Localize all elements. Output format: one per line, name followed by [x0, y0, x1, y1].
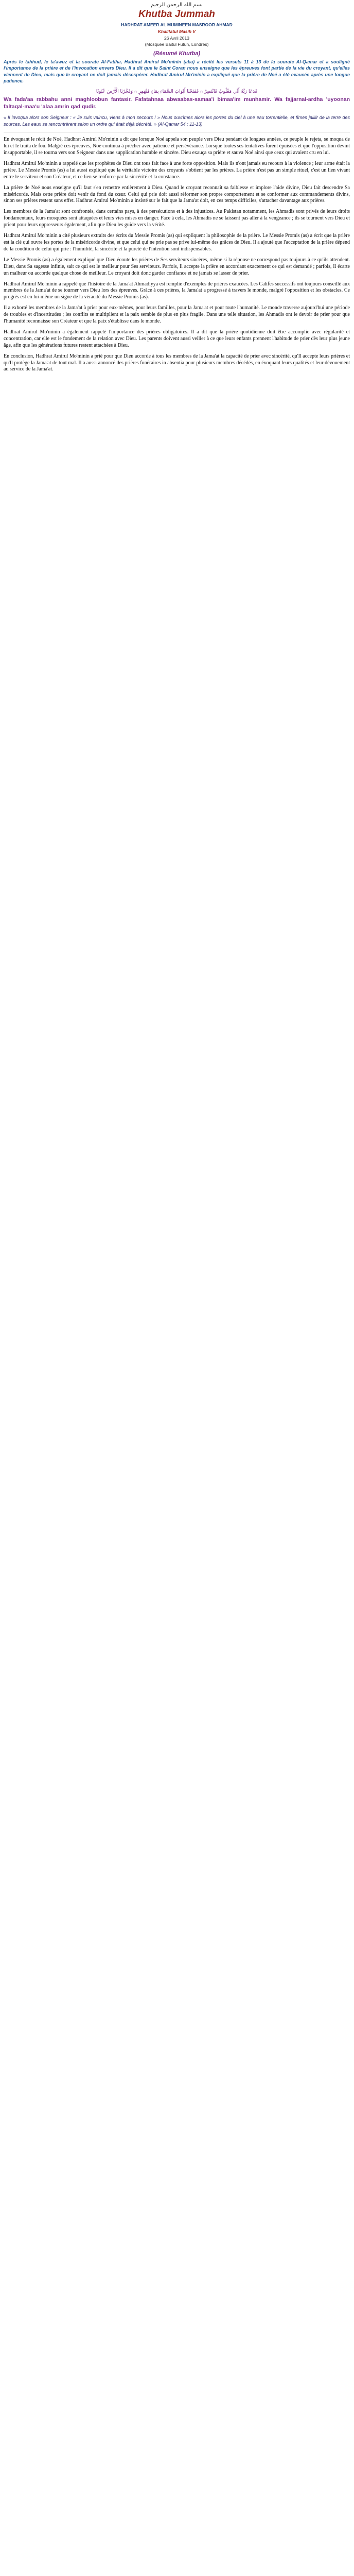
intro-paragraph: Après le tahhud, le ta'awuz et la sourate Al-Fatiha, Hadhrat Amirul Mo'minin (aba) a récité les versets 11 à 13 de la sourate Al-Qamar et a souligné l'importance de la prière et de l'invocation envers Dieu. Il a dit que le Saint Coran nous enseigne que les épreuves font partie de la vie du croyant, qu'elles viennent de Dieu, mais que le croyant ne doit jamais désespérer. Hadhrat Amirul Mo'minin a expliqué que la prière de Noé a été exaucée après une longue patience.: [4, 59, 350, 83]
page-header: [4, 0, 350, 57]
body-paragraph: Hadhrat Amirul Mo'minin a rappelé que les prophètes de Dieu ont tous fait face à une forte opposition. Mais ils n'ont jamais eu recours à la violence ; leur arme était la prière. Le Messie Promis (as) a lui aussi expliqué que la véritable victoire des croyants s'obtient par les prières. La prière n'est pas un simple rituel, c'est un lien vivant entre le serviteur et son Créateur, et ce lien se renforce par la sincérité et la constance.: [4, 160, 350, 180]
section-title: (Résumé Khutba): [153, 50, 201, 57]
sermon-body: [4, 137, 350, 377]
body-paragraph: Les membres de la Jama'at sont confrontés, dans certains pays, à des persécutions et à des injustices. Au Pakistan notamment, les Ahmadis sont privés de leurs droits fondamentaux, leurs mosquées sont attaquées et leurs vies mises en danger. Face à cela, les Ahmadis ne se laissent pas aller à la vengeance ; ils se tournent vers Dieu et prient pour leurs oppresseurs également, afin que Dieu les guide vers la vérité.: [4, 209, 350, 228]
body-paragraph: Le Messie Promis (as) a également expliqué que Dieu écoute les prières de Ses serviteurs sincères, même si la réponse ne correspond pas toujours à ce qu'ils attendent. Dieu, dans Sa sagesse infinie, sait ce qui est le meilleur pour Ses serviteurs. Parfois, Il accepte la prière en accordant exactement ce qui est demandé ; parfois, Il écarte un malheur ou accorde quelque chose de meilleur. Le croyant doit donc garder confiance et ne jamais se lasser de prier.: [4, 257, 350, 276]
page-title: Khutba Jummah: [138, 9, 215, 20]
arabic-verse: فَدَعَا رَبَّهُ أَنِّي مَغْلُوبٌ فَانْتَصِرْ ۞ فَفَتَحْنَا أَبْوَابَ السَّمَاءِ بِمَاءٍ مُنْهَمِرٍ ۞ وَفَجَّرْنَا الْأَرْضَ عُيُونًا: [96, 89, 258, 95]
calif-line: Khalifatul Masih V: [157, 29, 196, 34]
body-paragraph: En évoquant le récit de Noé, Hadhrat Amirul Mo'minin a dit que lorsque Noé appela son peuple vers Dieu pendant de longues années, ce peuple le rejeta, se moqua de lui et le traita de fou. Malgré ces épreuves, Noé continua à prêcher avec patience et persévérance. Lorsque toutes ses tentatives furent épuisées et que l'opposition devint insupportable, il se tourna vers son Seigneur dans une supplication humble et sincère. Dieu exauça sa prière et sauva Noé ainsi que ceux qui avaient cru en lui.: [4, 137, 350, 156]
bismillah: بسم الله الرحمن الرحيم: [151, 2, 203, 8]
body-paragraph: Hadhrat Amirul Mo'minin a rappelé que l'histoire de la Jama'at Ahmadiyya est remplie d'exemples de prières exaucées. Les Califes successifs ont toujours conseillé aux membres de la Jama'at de se tourner vers Dieu lors des épreuves. Grâce à ces prières, la Jama'at a progressé à travers le monde, malgré l'opposition et les obstacles. Ce progrès est en lui-même un signe de la véracité du Messie Promis (as).: [4, 281, 350, 300]
body-paragraph: La prière de Noé nous enseigne qu'il faut s'en remettre entièrement à Dieu. Quand le croyant reconnaît sa faiblesse et implore l'aide divine, Dieu fait descendre Sa miséricorde. Mais cette prière doit venir du fond du cœur. Celui qui prie doit aussi réformer son propre comportement et se conformer aux commandements divins, sinon ses prières restent sans effet. Hadhrat Amirul Mo'minin a insisté sur le fait que la Jama'at doit, en ces temps difficiles, s'attacher davantage aux prières.: [4, 184, 350, 204]
body-paragraph: Hadhrat Amirul Mo'minin a cité plusieurs extraits des écrits du Messie Promis (as) qui expliquent la philosophie de la prière. Le Messie Promis (as) a écrit que la prière est la clé qui ouvre les portes de la miséricorde divine, et que celui qui ne prie pas se prive lui-même des grâces de Dieu. Il a ajouté que l'acceptation de la prière dépend de la condition de celui qui prie : l'humilité, la sincérité et la pureté de l'intention sont indispensables.: [4, 233, 350, 252]
organization-line: HADHRAT AMEER AL MUMINEEN MASROOR AHMAD: [121, 22, 233, 27]
verse-transliteration: Wa fada'aa rabbahu anni maghloobun fantasir. Fafatahnaa abwaabas-samaa'i bimaa'im munhamir. Wa fajjarnal-ardha 'uyoonan faltaqal-maa'u 'alaa amrin qad qudir.: [4, 96, 350, 110]
body-paragraph: Il a exhorté les membres de la Jama'at à prier pour eux-mêmes, pour leurs familles, pour la Jama'at et pour toute l'humanité. Le monde traverse aujourd'hui une période de troubles et d'incertitudes ; les conflits se multiplient et la paix semble de plus en plus fragile. Dans une telle situation, les Ahmadis ont le devoir de prier pour que l'humanité reconnaisse son Créateur et que la paix s'établisse dans le monde.: [4, 305, 350, 325]
body-paragraph: En conclusion, Hadhrat Amirul Mo'minin a prié pour que Dieu accorde à tous les membres de la Jama'at la capacité de prier avec sincérité, qu'Il accepte leurs prières et qu'Il protège la Jama'at de tout mal. Il a aussi annoncé des prières funéraires in absentia pour plusieurs membres décédés, en évoquant leurs qualités et leur dévouement au service de la Jama'at.: [4, 353, 350, 372]
verse-translation: « Il invoqua alors son Seigneur : « Je suis vaincu, viens à mon secours ! » Nous ouvrîmes alors les portes du ciel à une eau torrentielle, et fîmes jaillir de la terre des sources. Les eaux se rencontrèrent selon un ordre qui était déjà décrété. » (Al-Qamar 54 : 11-13): [4, 115, 350, 127]
location-line: (Mosquée Baitul Futuh, Londres): [145, 42, 209, 47]
date-line: 26 Avril 2013: [164, 36, 189, 41]
body-paragraph: Hadhrat Amirul Mo'minin a également rappelé l'importance des prières obligatoires. Il a dit que la prière quotidienne doit être accomplie avec régularité et concentration, car elle est le fondement de la relation avec Dieu. Les parents doivent aussi veiller à ce que leurs enfants prennent l'habitude de prier dès leur plus jeune âge, afin que les générations futures restent attachées à Dieu.: [4, 329, 350, 348]
